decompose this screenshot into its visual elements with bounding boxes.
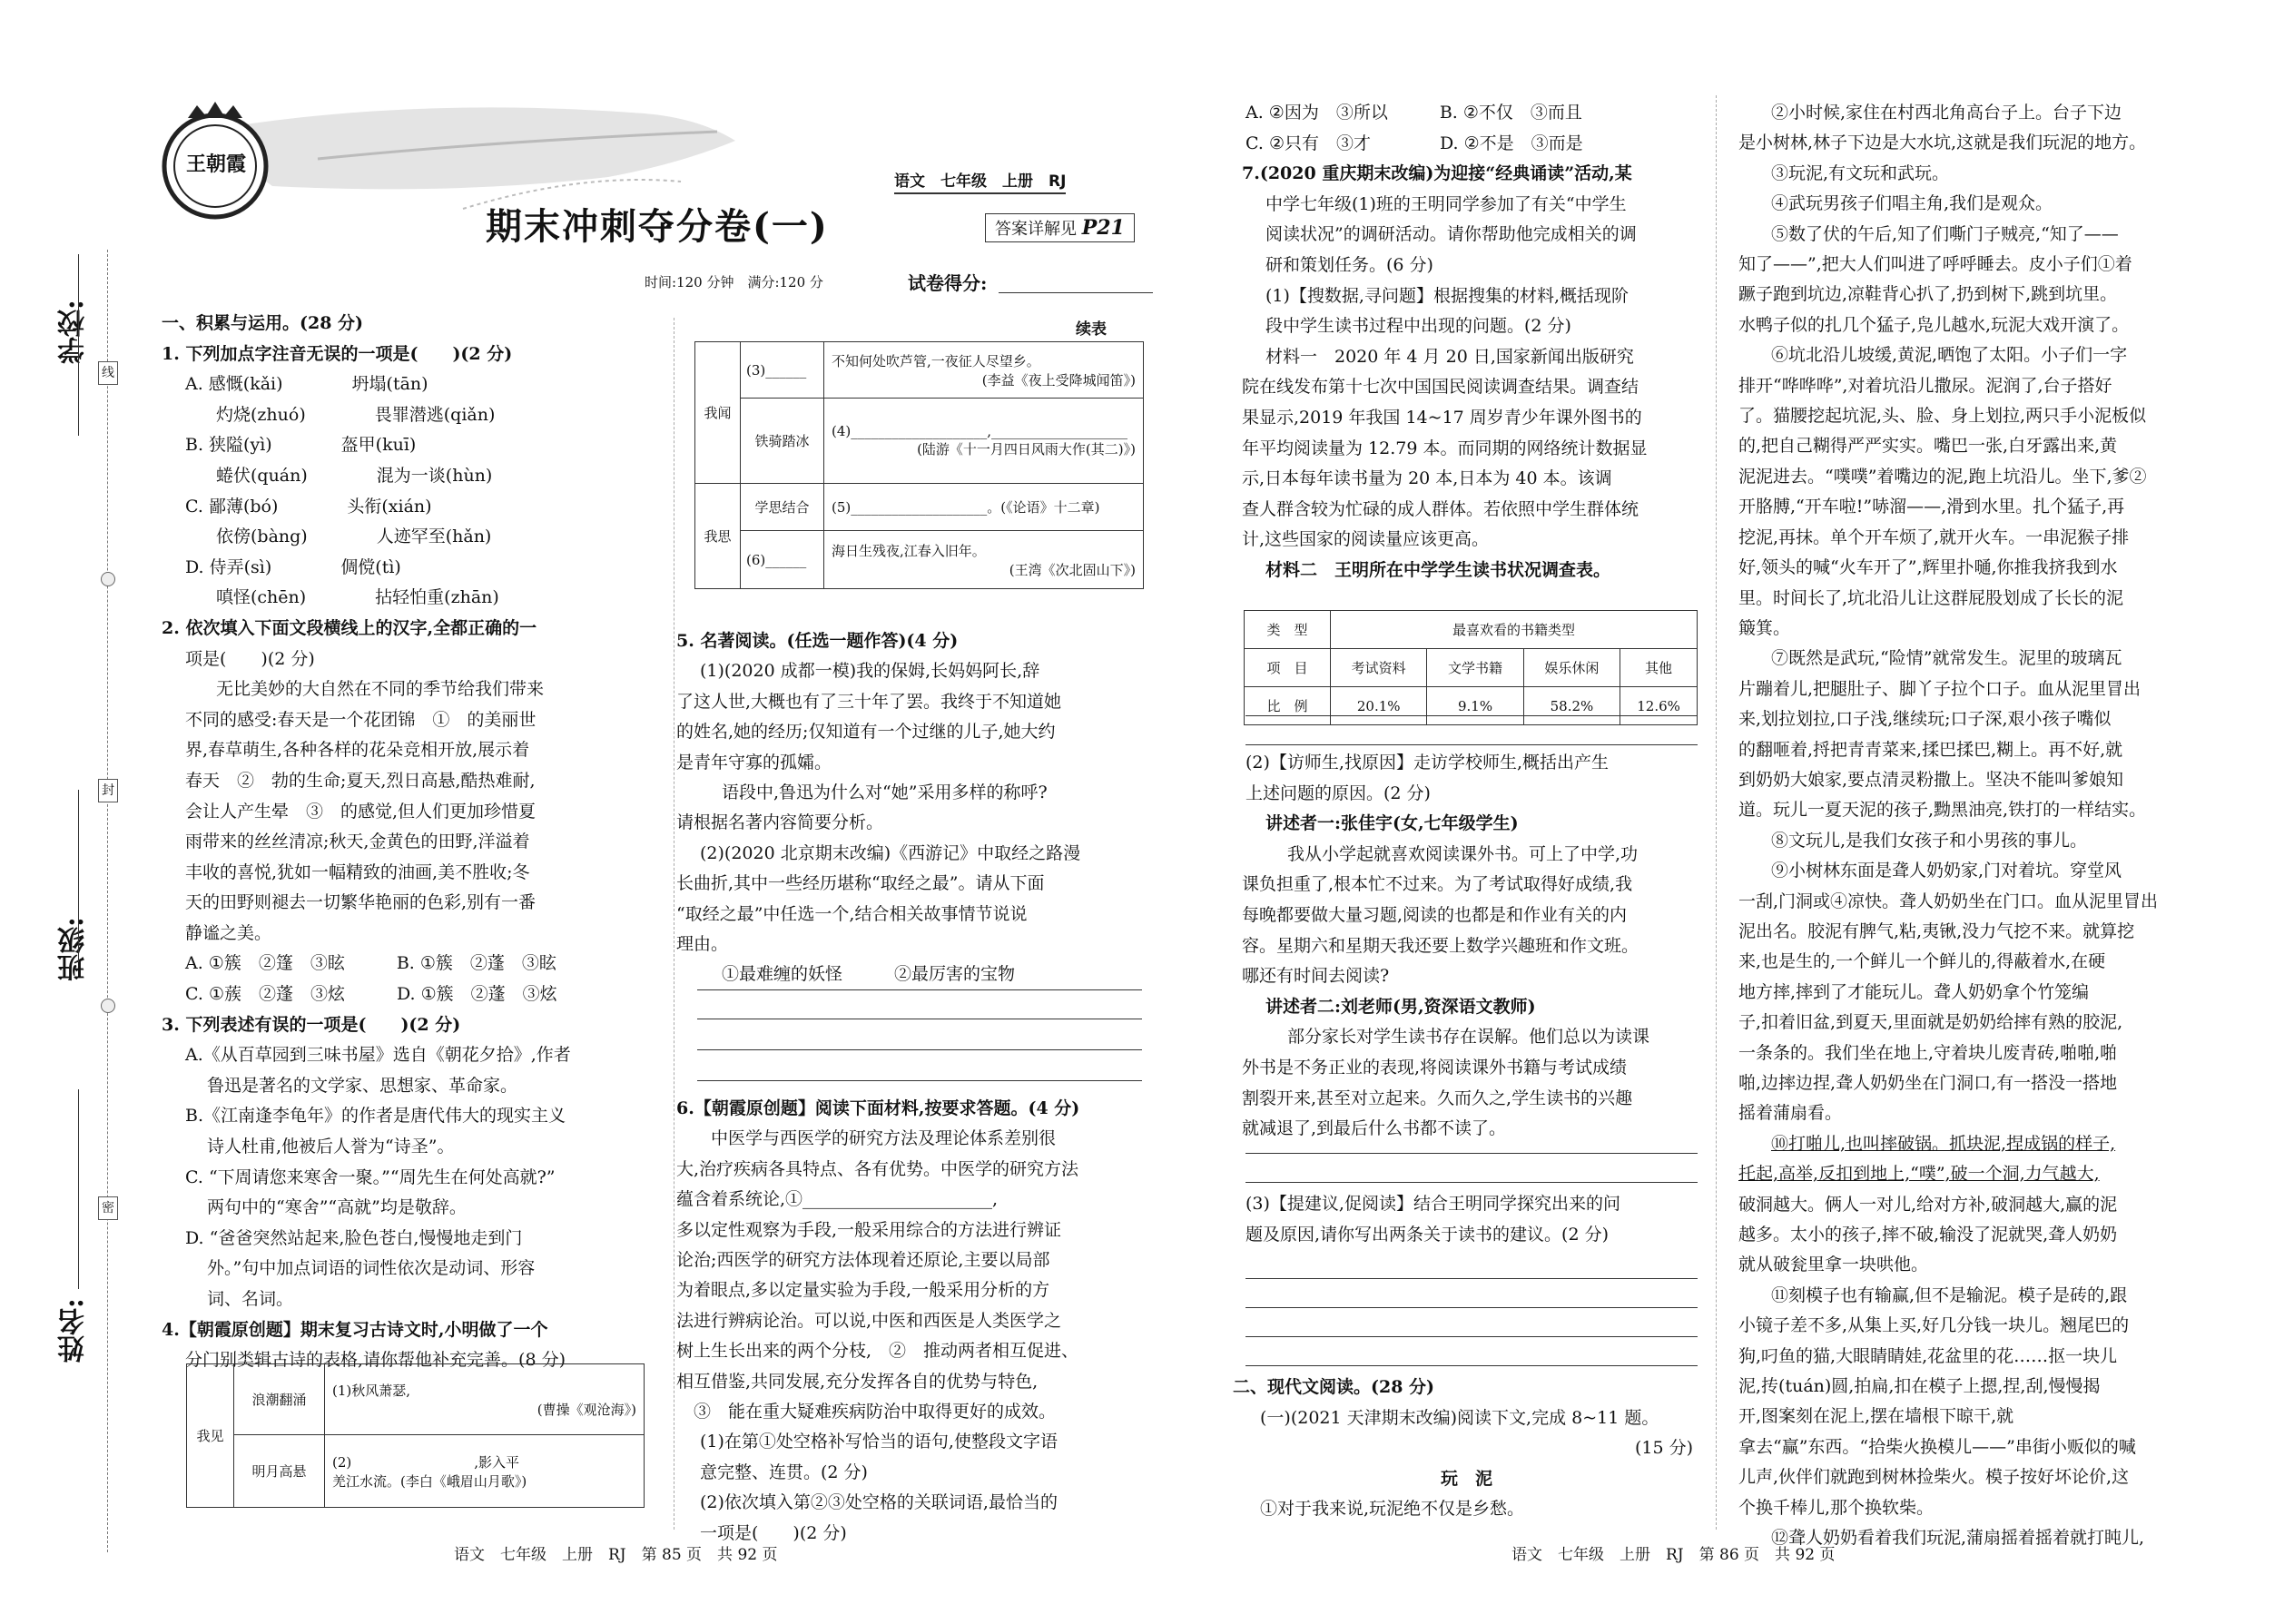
article-para: 泥,抟(tuán)圆,拍扁,扣在模子上摁,捏,刮,慢慢揭 (1738, 1376, 2101, 1397)
speaker-1-text: 我从小学起就喜欢阅读课外书。可上了中学,功 (1287, 843, 1639, 864)
article-para: 开,图案刻在泥上,摆在墙根下晾干,就 (1738, 1406, 2014, 1427)
column-3-part2 (1242, 748, 1700, 1145)
answer-line[interactable] (1245, 1182, 1698, 1183)
column-3-reading (1233, 1373, 1700, 1525)
q7-part2: 上述问题的原因。(2 分) (1245, 782, 1431, 803)
article-para-underlined: 托起,高举,反扣到地上,“噗”,破一个洞,力气越大, (1738, 1164, 2100, 1185)
table-group-label: 我闻 (695, 342, 741, 484)
article-para: 道。玩儿一夏天泥的孩子,黝黑油亮,铁打的一样结实。 (1738, 800, 2147, 821)
material-1: 查人群含较为忙碌的成人群体。若依照中学生群体统 (1242, 498, 1639, 519)
q2-passage: 无比美妙的大自然在不同的季节给我们带来 (216, 679, 545, 700)
q7-part2: (2)【访师生,找原因】走访学校师生,概括出产生 (1245, 753, 1609, 773)
q5-part1-question: 请根据名著内容简要分析。 (676, 812, 884, 833)
q7-stem: 中学七年级(1)班的王明同学参加了有关“中学生 (1265, 193, 1627, 214)
survey-header-type: 类 型 (1245, 611, 1331, 649)
q2-passage: 不同的感受:春天是一个花团锦 ① 的美丽世 (185, 709, 537, 730)
table-cell-label: 浪潮翻涌 (234, 1364, 325, 1435)
binding-hole-icon (101, 572, 115, 586)
q3-option-a[interactable]: A.《从百草园到三味书屋》选自《朝花夕拾》,作者 (185, 1045, 571, 1066)
q6-passage: 法进行辨病论治。可以说,中医和西医是人类医学之 (676, 1310, 1062, 1331)
subject-tag: 语文 七年级 上册 RJ (894, 168, 1066, 194)
article-para-underlined: ⑩打啪儿,也叫摔破锅。抓块泥,捏成锅的样子, (1771, 1133, 2116, 1154)
q4-stem: 4.【朝霞原创题】期末复习古诗文时,小明做了一个 (162, 1319, 548, 1340)
q6-stem: 6.【朝霞原创题】阅读下面材料,按要求答题。(4 分) (676, 1098, 1080, 1118)
survey-val: 20.1% (1331, 687, 1427, 725)
q4-6-poem: 海日生残夜,江春入旧年。 (832, 542, 986, 559)
q7-stem: 研和策划任务。(6 分) (1265, 254, 1433, 275)
q4-2-line[interactable]: (2) ,影入平 (332, 1453, 520, 1471)
q6-part2: 一项是( )(2 分) (700, 1522, 847, 1543)
answer-line[interactable] (1245, 1307, 1698, 1308)
answer-ref-page: P21 (1081, 216, 1125, 240)
article-para: 个换千棒儿,那个换软柴。 (1738, 1497, 1935, 1518)
class-label: 班级: (58, 917, 90, 982)
column-3 (1242, 98, 1700, 586)
answer-line[interactable] (697, 989, 1142, 990)
article-para: 来,也是生的,一个鲜儿一个鲜儿的,得蔽着水,在硬 (1738, 951, 2106, 972)
q3-option-b[interactable]: B.《江南逢李龟年》的作者是唐代伟大的现实主义 (185, 1106, 566, 1127)
q7-stem: 阅读状况”的调研活动。请你帮助他完成相关的调 (1265, 224, 1637, 245)
title-swoosh (454, 172, 690, 218)
q6-passage: 大,治疗疾病各具特点、各有优势。中医学的研究方法 (676, 1158, 1079, 1179)
column-divider (1716, 95, 1717, 1530)
answer-line[interactable] (697, 1049, 1142, 1050)
article-para: 的,把自己糊得严严实实。嘴巴一张,白牙露出来,黄 (1738, 436, 2118, 457)
q5-part2: 长曲折,其中一些经历堪称“取经之最”。请从下面 (676, 873, 1045, 894)
speaker-1-text: 课负担重了,根本忙不过来。为了考试取得好成绩,我 (1242, 874, 1633, 895)
q5-part1: 了这人世,大概也有了三十年了罢。我终于不知道她 (676, 691, 1062, 712)
article-para: 里。时间长了,坑北沿儿让这群屁股划成了长长的泥 (1738, 587, 2124, 608)
material-1: 材料一 2020 年 4 月 20 日,国家新闻出版研究 (1265, 346, 1634, 367)
q7-part3: (3)【提建议,促阅读】结合王明同学探究出来的问 (1245, 1194, 1620, 1214)
reading-score: (15 分) (1634, 1438, 1693, 1459)
answer-ref-box (985, 213, 1135, 242)
q7-part3: 题及原因,请你写出两条关于读书的建议。(2 分) (1245, 1224, 1609, 1245)
footer-page-85: 语文 七年级 上册 RJ 第 85 页 共 92 页 (454, 1546, 778, 1564)
q7-stem: 7.(2020 重庆期末改编)为迎接“经典诵读”活动,某 (1242, 163, 1632, 184)
q2-passage: 雨带来的丝丝清凉;秋天,金黄色的田野,洋溢着 (185, 832, 530, 852)
q2-options-ab[interactable]: A. ①簇 ②篷 ③眩 B. ①簇 ②蓬 ③眩 (185, 953, 556, 974)
table-cell-label: 铁骑踏冰 (741, 399, 824, 484)
score-blank[interactable] (999, 292, 1153, 293)
footer-page-86: 语文 七年级 上册 RJ 第 86 页 共 92 页 (1511, 1546, 1836, 1564)
article-para: 儿声,伙伴们就跑到树林捡柴火。模子按好坏论价,这 (1738, 1467, 2130, 1488)
table-group-label: 我思 (695, 484, 741, 589)
article-para: 蹶子跑到坑边,凉鞋背心扒了,扔到树下,跳到坑里。 (1738, 284, 2118, 305)
speaker-1-text: 容。星期六和星期天我还要上数学兴趣班和作文班。 (1242, 935, 1639, 956)
article-para: ②小时候,家住在村西北角高台子上。台子下边 (1771, 103, 2122, 123)
column-1 (162, 309, 659, 1376)
material-1: 示,日本每年读书量为 20 本,日本为 40 本。该调 (1242, 468, 1612, 489)
name-label: 姓名: (58, 1298, 90, 1363)
table-group-label: 我见 (187, 1364, 234, 1508)
q1-option-a2: 灼烧(zhuó) 畏罪潜逃(qiǎn) (216, 404, 496, 425)
survey-cat: 文学书籍 (1427, 649, 1523, 687)
article-para: ④武玩男孩子们唱主角,我们是观众。 (1771, 193, 2053, 214)
seal-mark-seal: 封 (98, 779, 118, 802)
q5-part2: (2)(2020 北京期末改编)《西游记》中取经之路漫 (700, 842, 1081, 863)
q3-option-d[interactable]: D. “爸爸突然站起来,脸色苍白,慢慢地走到门 (185, 1227, 523, 1248)
article-para: 簸箕。 (1738, 617, 1791, 638)
q7-part1: (1)【搜数据,寻问题】根据搜集的材料,概括现阶 (1265, 285, 1629, 306)
answer-line[interactable] (697, 1080, 1142, 1081)
column-4-article (1738, 98, 2229, 1554)
article-para: ⑤数了伏的午后,知了们嘶门子贼亮,“知了—— (1771, 223, 2119, 244)
q2-passage: 春天 ② 勃的生命;夏天,烈日高悬,酷热难耐, (185, 770, 536, 791)
article-para-1: ①对于我来说,玩泥绝不仅是乡愁。 (1260, 1499, 1525, 1520)
article-para: 越多。太小的孩子,摔不破,输没了泥就哭,聋人奶奶 (1738, 1225, 2118, 1245)
article-para: 啪,边摔边捏,聋人奶奶坐在门洞口,有一搭没一搭地 (1738, 1073, 2118, 1093)
article-para: 来,划拉划拉,口子浅,继续玩;口子深,艰小孩子嘴似 (1738, 709, 2112, 730)
article-para: 挖泥,再抹。单个开车烦了,就开火车。一串泥猴子排 (1738, 527, 2130, 547)
answer-line[interactable] (1245, 1278, 1698, 1279)
answer-line[interactable] (1245, 1153, 1698, 1154)
survey-val: 58.2% (1523, 687, 1620, 725)
article-para: ⑥坑北沿儿坡缓,黄泥,晒饱了太阳。小子们一字 (1771, 345, 2128, 366)
q2-options-cd[interactable]: C. ①蔟 ②蓬 ③炫 D. ①簇 ②蓬 ③炫 (185, 984, 557, 1005)
answer-line[interactable] (1245, 715, 1698, 716)
survey-row-label: 比 例 (1245, 687, 1331, 725)
speaker-2-text: 部分家长对学生读书存在误解。他们总以为读课 (1287, 1027, 1650, 1048)
q6-passage: 蕴含着系统论,①______________________, (676, 1189, 999, 1210)
name-blank[interactable] (78, 1089, 79, 1289)
q5-choices[interactable]: ①最难缠的妖怪 ②最厉害的宝物 (722, 964, 1016, 985)
q6-passage: 多以定性观察为手段,一般采用综合的方法进行辨证 (676, 1219, 1062, 1240)
speaker-1-text: 哪还有时间去阅读? (1242, 966, 1390, 987)
survey-row-label: 项 目 (1245, 649, 1331, 687)
speaker-2-text: 外书是不务正业的表现,将阅读课外书籍与考试成绩 (1242, 1057, 1628, 1078)
article-para: 子,扣着旧盆,到夏天,里面就是奶奶给摔有熟的胶泥, (1738, 1012, 2123, 1033)
survey-cat: 考试资料 (1331, 649, 1427, 687)
score-label: 试卷得分: (908, 272, 988, 294)
article-title: 玩 泥 (1440, 1468, 1492, 1489)
article-para: 片蹦着儿,把腿肚子、脚丫子拉个口子。血从泥里冒出 (1738, 678, 2141, 699)
q6-passage: 中医学与西医学的研究方法及理论体系差别很 (711, 1128, 1057, 1149)
q3-option-a2: 鲁迅是著名的文学家、思想家、革命家。 (207, 1075, 518, 1096)
article-para: ⑧文玩儿,是我们女孩子和小男孩的事儿。 (1771, 830, 2088, 851)
table-continued: 续表 (1076, 320, 1107, 339)
q1-option-b2: 蜷伏(quán) 混为一谈(hùn) (216, 465, 493, 486)
q4-3-source: (李益《夜上受降城闻笛》) (981, 371, 1136, 389)
poem-table-1 (186, 1363, 645, 1508)
article-para: 泥出名。胶泥有脾气,粘,夷锹,没力气挖不来。就算挖 (1738, 920, 2135, 941)
survey-val: 12.6% (1620, 687, 1698, 725)
survey-header-title: 最喜欢看的书籍类型 (1331, 611, 1698, 649)
article-para: 拿去“赢”东西。“拾柴火换模儿——”串街小贩似的喊 (1738, 1436, 2136, 1457)
answer-line[interactable] (1245, 744, 1698, 745)
q3-option-c[interactable]: C. “下周请您来寒舍一聚。”“周先生在何处高就?” (185, 1166, 556, 1187)
article-para: 摇着蒲扇看。 (1738, 1103, 1843, 1124)
q5-part2: “取经之最”中任选一个,结合相关故事情节说说 (676, 903, 1028, 924)
article-para: 小镜子差不多,从集上买,好几分钱一块儿。翘尾巴的 (1738, 1315, 2130, 1336)
survey-cat: 娱乐休闲 (1523, 649, 1620, 687)
q4-2-line2: 羌江水流。(李白《峨眉山月歌》) (332, 1472, 527, 1490)
q6-passage: ③ 能在重大疑难疾病防治中取得更好的成效。 (676, 1402, 1057, 1422)
q4-stem2: 分门别类辑古诗的表格,请你帮他补充完善。(8 分) (185, 1350, 566, 1371)
q1-option-c2: 依傍(bàng) 人迹罕至(hǎn) (216, 527, 492, 547)
speaker-2-text: 割裂开来,甚至对立起来。久而久之,学生读书的兴趣 (1242, 1088, 1633, 1108)
q6-passage: 树上生长出来的两个分枝, ② 推动两者相互促进、 (676, 1341, 1079, 1362)
q3-option-d3: 词、名词。 (207, 1289, 294, 1309)
article-para: 了。猫腰挖起坑泥,头、脸、身上划拉,两只手小泥板似 (1738, 406, 2147, 427)
q2-stem: 2. 依次填入下面文段横线上的汉字,全都正确的一 (162, 617, 537, 638)
article-para: 好,领头的喊“火车开了”,辉里扑嗵,你推我挤我到水 (1738, 557, 2118, 578)
q6-part1: (1)在第①处空格补写恰当的语句,使整段文字语 (700, 1432, 1058, 1452)
article-para: ⑫聋人奶奶看着我们玩泥,蒲扇摇着摇着就打盹儿, (1771, 1528, 2145, 1549)
material-1: 年平均阅读量为 12.79 本。而同期的网络统计数据显 (1242, 438, 1648, 458)
article-para: ⑨小树林东面是聋人奶奶家,门对着坑。穿堂风 (1771, 861, 2122, 881)
speaker-1: 讲述者一:张佳宇(女,七年级学生) (1265, 813, 1519, 834)
article-para: 一条条的。我们坐在地上,守着块儿废青砖,啪啪,啪 (1738, 1042, 2118, 1063)
article-para: 泥泥进去。“噗噗”着嘴边的泥,跑上坑沿儿。坐下,爹② (1738, 466, 2147, 487)
q1-option-c[interactable]: C. 鄙薄(bó) 头衔(xián) (185, 496, 432, 517)
q4-5-blank[interactable]: (5)____________________。(《论语》十二章) (824, 484, 1144, 531)
article-para: 就从破瓮里拿一块哄他。 (1738, 1255, 1929, 1275)
article-para: 狗,叼鱼的猫,大眼睛睛娃,花盆里的花……抠一块儿 (1738, 1345, 2118, 1366)
school-blank[interactable] (78, 254, 79, 436)
q4-1-line[interactable]: (1)秋风萧瑟, (332, 1382, 411, 1399)
survey-table (1244, 610, 1698, 725)
article-para: ⑪刻模子也有输赢,但不是输泥。模子是砖的,跟 (1771, 1284, 2128, 1305)
q1-option-a[interactable]: A. 感慨(kǎi) 坍塌(tān) (185, 374, 428, 395)
article-para: 水鸭子似的扎几个猛子,凫儿越水,玩泥大戏开演了。 (1738, 314, 2130, 335)
q5-stem: 5. 名著阅读。(任选一题作答)(4 分) (676, 631, 959, 651)
answer-line[interactable] (1245, 1336, 1698, 1337)
reading-instructions: (一)(2021 天津期末改编)阅读下文,完成 8~11 题。 (1260, 1407, 1659, 1428)
q7-part1: 段中学生读书过程中出现的问题。(2 分) (1265, 316, 1571, 337)
school-label: 学校: (58, 300, 90, 365)
q5-part1-question: 语段中,鲁迅为什么对“她”采用多样的称呼? (722, 782, 1048, 803)
section-2-title: 二、现代文阅读。(28 分) (1233, 1377, 1435, 1397)
exam-meta: 时间:120 分钟 满分:120 分 (645, 274, 823, 290)
column-2-q6 (676, 1094, 1148, 1549)
speaker-1-text: 每晚都要做大量习题,阅读的也都是和作业有关的内 (1242, 904, 1628, 925)
q6-passage: 为着眼点,多以定量实验为手段,一般采用分析的方 (676, 1280, 1050, 1301)
q4-6-blank[interactable]: (6)______ (741, 531, 824, 589)
q4-1-source: (曹操《观沧海》) (537, 1401, 636, 1418)
q3-option-d2: 外。”句中加点词语的词性依次是动词、形容 (207, 1258, 536, 1279)
q6-options-cd[interactable]: C. ②只有 ③才 D. ②不是 ③而是 (1245, 133, 1583, 153)
speaker-2-text: 就减退了,到最后什么书都不读了。 (1242, 1118, 1507, 1139)
section-1-title: 一、积累与运用。(28 分) (162, 313, 364, 333)
material-1: 计,这些国家的阅读量应该更高。 (1242, 529, 1490, 550)
article-para: 知了——”,把大人们叫进了呼呼睡去。皮小子们①着 (1738, 254, 2132, 275)
article-para: ③玩泥,有文玩和武玩。 (1771, 162, 1950, 183)
poem-table-2 (694, 341, 1144, 589)
q6-passage: 论治;西医学的研究方法体现着还原论,主要以局部 (676, 1250, 1050, 1271)
logo-text: 王朝霞 (185, 153, 246, 176)
survey-cat: 其他 (1620, 649, 1698, 687)
table-cell-label: 明月高悬 (234, 1435, 325, 1508)
seal-mark-secret: 密 (98, 1196, 118, 1220)
article-para: 一刮,门洞或④凉快。聋人奶奶坐在门口。血从泥里冒出 (1738, 891, 2159, 911)
q6-options-ab[interactable]: A. ②因为 ③所以 B. ②不仅 ③而且 (1245, 103, 1582, 123)
q4-4-source: (陆游《十一月四日风雨大作(其二)》) (917, 441, 1136, 458)
article-para: 排开“哗哗哗”,对着坑沿儿撒尿。泥润了,台子搭好 (1738, 375, 2112, 396)
article-para: ⑦既然是武玩,“险情”就常发生。泥里的玻璃瓦 (1771, 648, 2122, 669)
article-para: 的翻咂着,捋把青青菜来,揉巴揉巴,糊上。再不好,就 (1738, 739, 2123, 760)
q1-option-d2: 嗔怪(chēn) 拈轻怕重(zhān) (216, 587, 499, 608)
q2-passage: 静谧之美。 (185, 922, 272, 943)
q4-3-blank[interactable]: (3)______ (741, 342, 824, 399)
q5-part2: 理由。 (676, 934, 729, 955)
article-para: 地方摔,摔到了才能玩儿。聋人奶奶拿个竹笼编 (1738, 981, 2090, 1002)
q1-option-b[interactable]: B. 狭隘(yì) 盔甲(kuī) (185, 435, 417, 456)
q3-option-b2: 诗人杜甫,他被后人誉为“诗圣”。 (207, 1137, 455, 1157)
speaker-2: 讲述者二:刘老师(男,资深语文教师) (1265, 996, 1536, 1017)
answer-line[interactable] (1245, 1365, 1698, 1366)
material-2: 材料二 王明所在中学学生读书状况调查表。 (1265, 559, 1611, 580)
seal-mark-line: 线 (98, 361, 118, 385)
q3-stem: 3. 下列表述有误的一项是( )(2 分) (162, 1014, 461, 1035)
binding-hole-icon (101, 999, 115, 1013)
q1-stem: 1. 下列加点字注音无误的一项是( )(2 分) (162, 343, 513, 364)
article-para: 到奶奶大娘家,要点清灵粉撒上。坚决不能叫爹娘知 (1738, 769, 2124, 790)
q2-passage: 界,春草萌生,各种各样的花朵竞相开放,展示着 (185, 740, 530, 761)
q4-4-blank[interactable]: (4)____________________,____________________ (832, 423, 1128, 439)
page-title: 期末冲刺夺分卷(一) (486, 205, 829, 248)
q1-option-d[interactable]: D. 侍弄(sì) 倜傥(tì) (185, 556, 401, 577)
material-1: 果显示,2019 年我国 14~17 周岁青少年课外图书的 (1242, 407, 1642, 428)
material-1: 院在线发布第十七次中国国民阅读调查结果。调查结 (1242, 377, 1639, 398)
q3-option-c2: 两句中的“寒舍”“高就”均是敬辞。 (207, 1197, 467, 1218)
article-para: 开胳膊,“开车啦!”哧溜——,滑到水里。扎个猛子,再 (1738, 497, 2125, 517)
article-para: 破洞越大。俩人一对儿,给对方补,破洞越大,赢的泥 (1738, 1194, 2118, 1215)
survey-val: 9.1% (1427, 687, 1523, 725)
article-para: 是小树林,林子下边是大水坑,这就是我们玩泥的地方。 (1738, 133, 2147, 153)
q2-stem2: 项是( )(2 分) (185, 648, 315, 669)
answer-ref-label: 答案详解见 (995, 220, 1077, 239)
q5-part1: 是青年守寡的孤孀。 (676, 752, 832, 773)
binding-line (107, 250, 108, 1552)
q4-3-poem: 不知何处吹芦管,一夜征人尽望乡。 (832, 352, 1040, 369)
q2-passage: 天的田野则褪去一切繁华艳丽的色彩,别有一番 (185, 892, 537, 913)
table-cell-label: 学思结合 (741, 484, 824, 531)
column-3-part3 (1242, 1189, 1700, 1250)
q6-passage: 相互借鉴,共同发展,充分发挥各自的优势与特色, (676, 1371, 1039, 1392)
class-blank[interactable] (78, 790, 79, 962)
q4-6-source: (王湾《次北固山下》) (1009, 561, 1136, 578)
q2-passage: 会让人产生晕 ③ 的感觉,但人们更加珍惜夏 (185, 801, 537, 822)
q6-part1: 意完整、连贯。(2 分) (700, 1462, 868, 1482)
q5-part1: 的姓名,她的经历;仅知道有一个过继的儿子,她大约 (676, 722, 1056, 743)
q2-passage: 丰收的喜悦,犹如一幅精致的油画,美不胜收;冬 (185, 861, 530, 882)
column-2-q5 (676, 626, 1148, 990)
q5-part1: (1)(2020 成都一模)我的保姆,长妈妈阿长,辞 (700, 661, 1040, 682)
q6-part2: (2)依次填入第②③处空格的关联词语,最恰当的 (700, 1492, 1058, 1513)
